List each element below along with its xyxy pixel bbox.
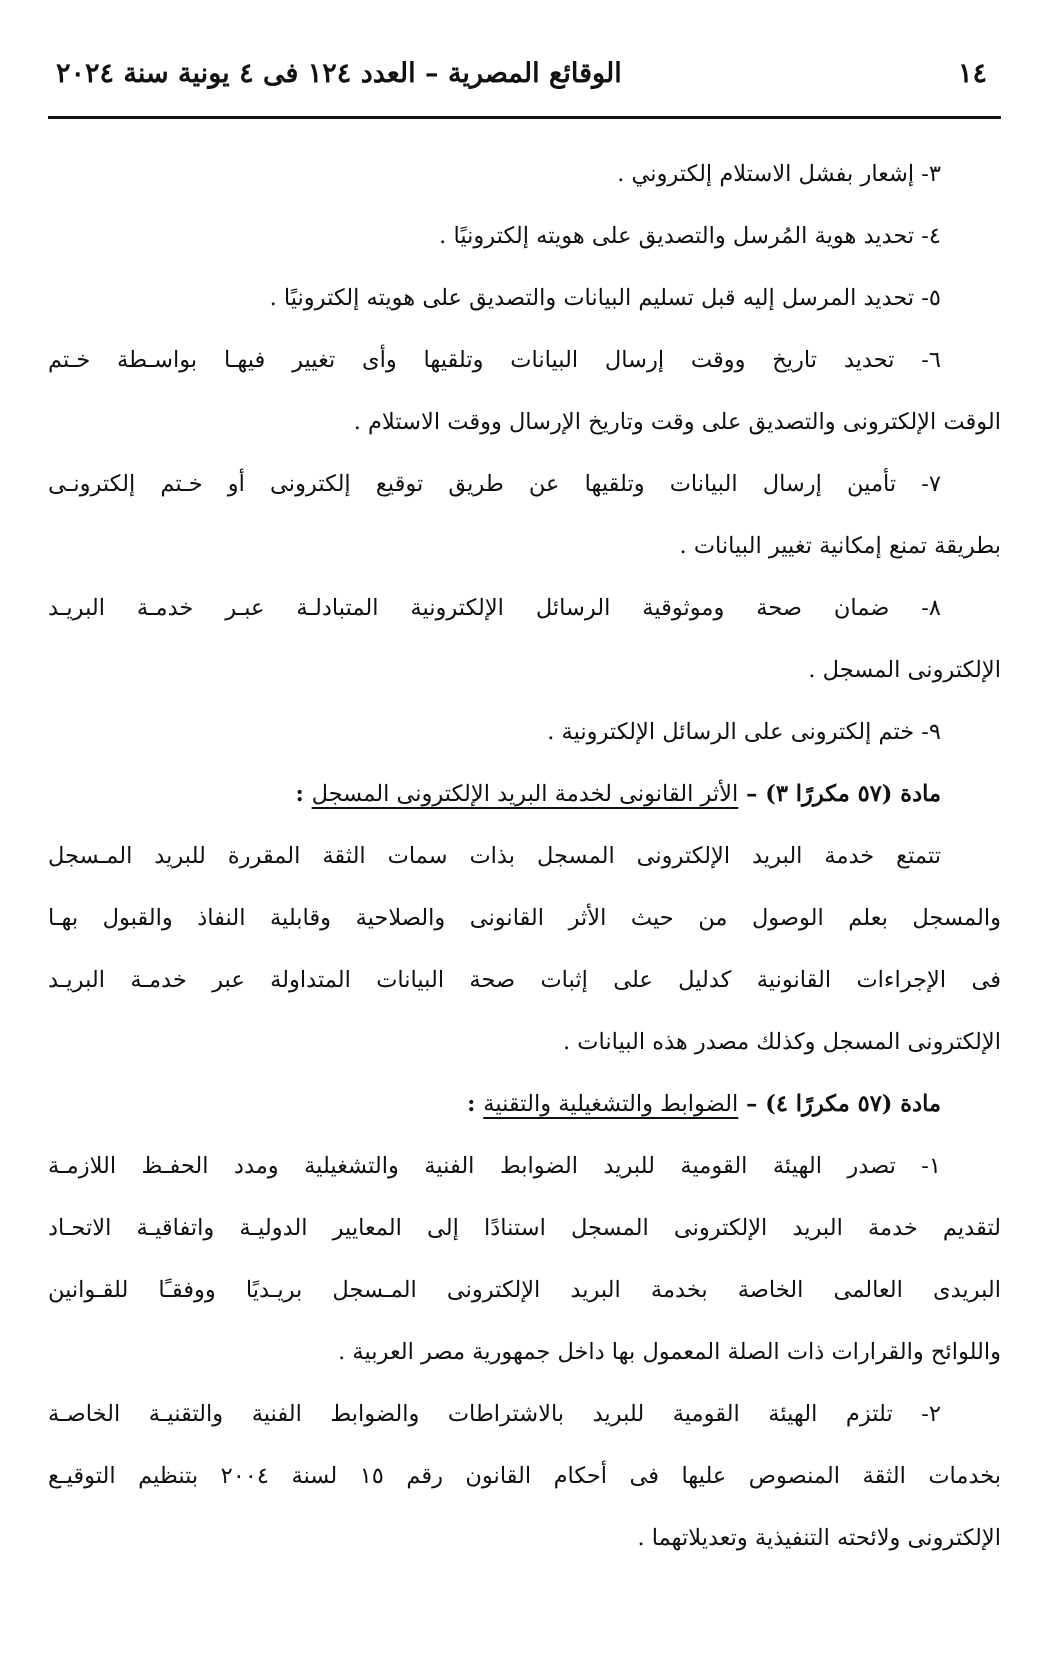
article-4-colon: : bbox=[467, 1091, 476, 1117]
list-item-8-line-2: الإلكترونى المسجل . bbox=[808, 657, 1001, 683]
article-4-heading bbox=[48, 1073, 1001, 1135]
article-4-para-2-line-1: ٢- تلتزم الهيئة القومية للبريد بالاشتراطات والضوابط الفنية والتقنيـة الخاصـة bbox=[48, 1401, 941, 1427]
document-body bbox=[48, 143, 1001, 1569]
header-rule bbox=[48, 116, 1001, 119]
article-3-heading bbox=[48, 763, 1001, 825]
article-4-para-2-line-3: الإلكترونى ولائحته التنفيذية وتعديلاتهما . bbox=[637, 1525, 1001, 1551]
list-item-6-line-1: ٦- تحديد تاريخ ووقت إرسال البيانات وتلقيها وأى تغيير فيهـا بواسـطة خـتم bbox=[48, 347, 941, 373]
article-4-para-1-line-1: ١- تصدر الهيئة القومية للبريد الضوابط الفنية والتشغيلية ومدد الحفـظ اللازمـة bbox=[48, 1153, 941, 1179]
article-3-colon: : bbox=[295, 781, 304, 807]
article-4-label: مادة (٥٧ مكررًا ٤) – bbox=[746, 1091, 941, 1117]
article-4-topic: الضوابط والتشغيلية والتقنية bbox=[483, 1091, 739, 1117]
list-item-8-line-1: ٨- ضمان صحة وموثوقية الرسائل الإلكترونية المتبادلـة عبـر خدمـة البريـد bbox=[48, 595, 941, 621]
page-number: ١٤ bbox=[957, 58, 987, 89]
page-header bbox=[48, 58, 1001, 102]
article-3-label: مادة (٥٧ مكررًا ٣) – bbox=[746, 781, 941, 807]
gazette-title: الوقائع المصرية – العدد ١٢٤ فى ٤ يونية سنة ٢٠٢٤ bbox=[56, 58, 622, 89]
list-item-7-line-1: ٧- تأمين إرسال البيانات وتلقيها عن طريق توقيع إلكترونى أو خـتم إلكترونـى bbox=[48, 471, 941, 497]
article-3-line-3: فى الإجراءات القانونية كدليل على إثبات صحة البيانات المتداولة عبر خدمـة البريـد bbox=[48, 967, 1001, 993]
list-item-5: ٥- تحديد المرسل إليه قبل تسليم البيانات والتصديق على هويته إلكترونيًا . bbox=[269, 285, 941, 311]
list-item-3: ٣- إشعار بفشل الاستلام إلكتروني . bbox=[617, 161, 941, 187]
article-4-para-1-line-3: البريدى العالمى الخاصة بخدمة البريد الإلكترونى المـسجل بريـديًا ووفقـًا للقـوانين bbox=[48, 1277, 1001, 1303]
article-3-topic: الأثر القانونى لخدمة البريد الإلكترونى المسجل bbox=[311, 781, 739, 807]
list-item-7-line-2: بطريقة تمنع إمكانية تغيير البيانات . bbox=[679, 533, 1001, 559]
list-item-6-line-2: الوقت الإلكترونى والتصديق على وقت وتاريخ الإرسال ووقت الاستلام . bbox=[353, 409, 1001, 435]
article-4-para-1-line-4: واللوائح والقرارات ذات الصلة المعمول بها داخل جمهورية مصر العربية . bbox=[338, 1339, 1001, 1365]
article-3-line-2: والمسجل بعلم الوصول من حيث الأثر القانونى والصلاحية وقابلية النفاذ والقبول بهـا bbox=[48, 905, 1001, 931]
article-3-line-4: الإلكترونى المسجل وكذلك مصدر هذه البيانات . bbox=[562, 1029, 1001, 1055]
list-item-9: ٩- ختم إلكترونى على الرسائل الإلكترونية . bbox=[547, 719, 941, 745]
article-4-para-1-line-2: لتقديم خدمة البريد الإلكترونى المسجل استنادًا إلى المعايير الدوليـة واتفاقيـة الاتحـاد bbox=[48, 1215, 1001, 1241]
article-4-para-2-line-2: بخدمات الثقة المنصوص عليها فى أحكام القانون رقم ١٥ لسنة ٢٠٠٤ بتنظيم التوقيـع bbox=[48, 1463, 1002, 1489]
list-item-4: ٤- تحديد هوية المُرسل والتصديق على هويته إلكترونيًا . bbox=[439, 223, 941, 249]
article-3-line-1: تتمتع خدمة البريد الإلكترونى المسجل بذات سمات الثقة المقررة للبريد المـسجل bbox=[48, 843, 941, 869]
